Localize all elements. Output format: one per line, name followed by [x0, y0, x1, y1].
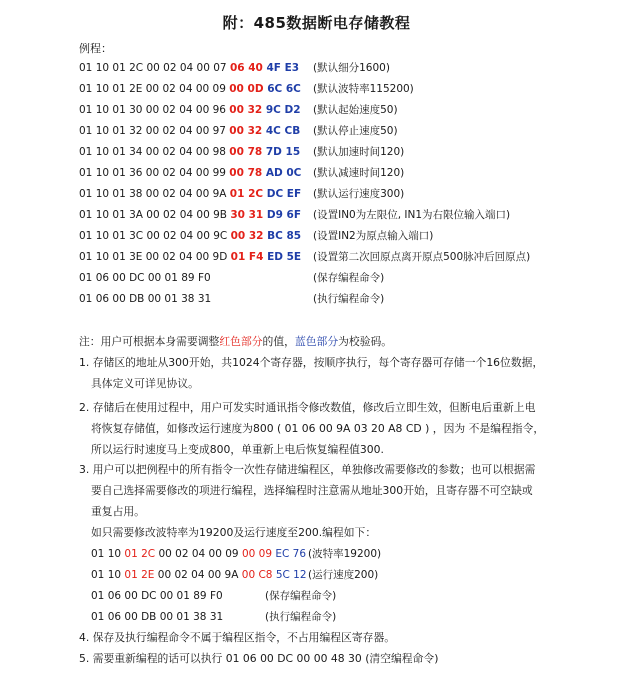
example-note: (设置IN0为左限位, IN1为右限位输入端口) [313, 209, 511, 221]
example-line: 01 06 00 DB 00 01 38 31 [79, 293, 212, 305]
example-line: 01 10 01 32 00 02 04 00 97 00 32 4C CB [79, 125, 301, 137]
page-title: 附：485数据断电存储教程 [222, 14, 411, 32]
sub-example-note: (保存编程命令) [265, 590, 337, 602]
sub-example-line: 01 06 00 DB 00 01 38 31 [91, 611, 224, 623]
example-note: (默认起始速度50) [313, 104, 398, 116]
example-line: 01 10 01 2E 00 02 04 00 09 00 0D 6C 6C [79, 83, 301, 95]
note-paragraph: 注：用户可根据本身需要调整红色部分的值，蓝色部分为校验码。 [79, 335, 393, 348]
example-note: (默认停止速度50) [313, 125, 398, 137]
example-note: (默认波特率115200) [313, 83, 414, 95]
list-item: 5. 需要重新编程的话可以执行 01 06 00 DC 00 00 48 30 (清空编程命令) [79, 652, 439, 665]
example-line: 01 10 01 34 00 02 04 00 98 00 78 7D 15 [79, 146, 301, 158]
example-note: (默认运行速度300) [313, 188, 405, 200]
example-label: 例程： [79, 42, 112, 55]
example-line: 01 10 01 38 00 02 04 00 9A 01 2C DC EF [79, 188, 302, 200]
sub-intro: 如只需要修改波特率为19200及运行速度至200.编程如下： [91, 526, 377, 539]
example-note: (保存编程命令) [313, 272, 385, 284]
example-line: 01 10 01 3A 00 02 04 00 9B 30 31 D9 6F [79, 209, 302, 221]
example-note: (设置IN2为原点输入端口) [313, 230, 434, 242]
sub-example-note: (波特率19200) [308, 548, 382, 560]
sub-example-line: 01 10 01 2C 00 02 04 00 09 00 09 EC 76 [91, 548, 307, 560]
example-note: (执行编程命令) [313, 293, 385, 305]
example-note: (设置第二次回原点离开原点500脉冲后回原点) [313, 251, 531, 263]
example-line: 01 10 01 2C 00 02 04 00 07 06 40 4F E3 [79, 62, 300, 74]
example-note: (默认细分1600) [313, 62, 390, 74]
sub-example-note: (运行速度200) [308, 569, 379, 581]
example-line: 01 10 01 36 00 02 04 00 99 00 78 AD 0C [79, 167, 302, 179]
example-line: 01 10 01 30 00 02 04 00 96 00 32 9C D2 [79, 104, 301, 116]
sub-example-line: 01 10 01 2E 00 02 04 00 9A 00 C8 5C 12 [91, 569, 307, 581]
example-note: (默认加速时间120) [313, 146, 405, 158]
example-line: 01 10 01 3C 00 02 04 00 9C 00 32 BC 85 [79, 230, 302, 242]
sub-example-line: 01 06 00 DC 00 01 89 F0 [91, 590, 223, 602]
sub-example-note: (执行编程命令) [265, 611, 337, 623]
example-line: 01 10 01 3E 00 02 04 00 9D 01 F4 ED 5E [79, 251, 302, 263]
list-item: 2. 存储后在使用过程中，用户可发实时通讯指令修改数值，修改后立即生效，但断电后重新上电 将恢复存储值，如修改运行速度为800 ( 01 06 00 9A 03 20 A8 CD ) ，因为 不是编程指令， 所以运行时速度马上变成800，单重新上电后恢复编程值300. [79, 401, 545, 456]
list-item: 1. 存储区的地址从300开始，共1024个寄存器，按顺序执行，每个寄存器可存储一个16位数据， 具体定义可详见协议。 [79, 356, 544, 390]
example-note: (默认减速时间120) [313, 167, 405, 179]
list-item: 4. 保存及执行编程命令不属于编程区指令，不占用编程区寄存器。 [79, 631, 396, 644]
example-line: 01 06 00 DC 00 01 89 F0 [79, 272, 211, 284]
list-item: 3. 用户可以把例程中的所有指令一次性存储进编程区，单独修改需要修改的参数；也可以根据需 要自己选择需要修改的项进行编程，选择编程时注意需从地址300开始，且寄存器不可空缺或 重复占用。 [79, 463, 536, 518]
